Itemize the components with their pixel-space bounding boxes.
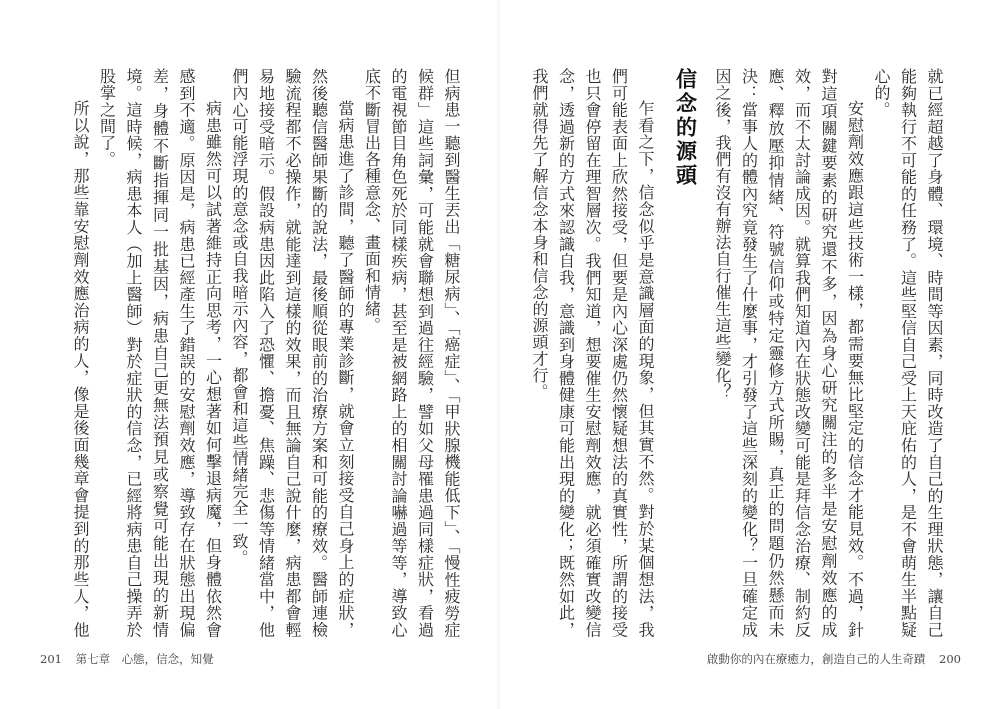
right-page-footer [707,651,961,667]
right-page-body [523,68,947,638]
left-page-footer [40,651,214,667]
page-number: 200 [939,652,961,666]
paragraph: 病患雖然可以試著維持正向思考，一心想著如何擊退病魔，但身體依然會感到不適。原因是，病患已經產生了錯誤的安慰劑效應，導致存在狀態出現偏差，身體不斷指揮同一批基因，病患自己更無法預見或察覺可能出現的新情境。這時候，病患本人（加上醫師）對於症狀的信念，已經將病患自己操弄於股掌之間了。 [97,68,223,638]
paragraph: 但病患一聽到醫生丟出「糖尿病」、「癌症」、「甲狀腺機能低下」、「慢性疲勞症候群」這些詞彙，可能就會聯想到過往經驗，譬如父母罹患過同樣症狀，看過的電視節目角色死於同樣疾病，甚至是被網路上的相關討論嚇過等等，導致心底不斷冒出各種意念、畫面和情緒。 [362,68,461,638]
paragraph: 安慰劑效應跟這些技術一樣，都需要無比堅定的信念才能見效。不過，針對這項關鍵要素的研究還不多，因為身心研究關注的多半是安慰劑效應的成效，而不太討論成因。就算我們知道內在狀態改變可能是拜信念治療、制約反應、釋放壓抑情緒、符號信仰或特定靈修方式所賜，真正的問題仍然懸而未決：當事人的體內究竟發生了什麼事，才引發了這些深刻的變化？一旦確定成因之後，我們有沒有辦法自行催生這些變化？ [713,68,865,638]
running-head: 第七章 心態，信念，知覺 [75,652,214,666]
paragraph: 乍看之下，信念似乎是意識層面的現象，但其實不然。對於某個想法，我們可能表面上欣然接受，但要是內心深處仍然懷疑想法的真實性，所謂的接受也只會停留在理智層次。我們知道，想要催生安慰劑效應，就必須確實改變信念，透過新的方式來認識自我，意識到身體健康可能出現的變化；既然如此，我們就得先了解信念本身和信念的源頭才行。 [530,68,655,638]
left-page [0,0,498,709]
section-heading: 信念的源頭 [673,68,698,188]
right-page [499,0,997,709]
paragraph: 就已經超越了身體、環境、時間等因素，同時改造了自己的生理狀態，讓自己能夠執行不可能的任務了。這些堅信自己受上天庇佑的人，是不會萌生半點疑心的。 [872,68,944,638]
paragraph: 所以說，那些靠安慰劑效應治病的人，像是後面幾章會提到的那些人，他 [71,100,90,638]
running-head: 啟動你的內在療癒力，創造自己的人生奇蹟 [706,652,926,666]
paragraph [523,68,526,638]
left-page-body [64,68,464,638]
page-number: 201 [40,652,62,666]
paragraph: 當病患進了診間，聽了醫師的專業診斷，就會立刻接受自己身上的症狀，然後聽信醫師果斷的說法，最後順從眼前的治療方案和可能的療效。醫師連檢驗流程都不必操作，就能達到這樣的效果，而且無論自己說什麼，病患都會輕易地接受暗示。假設病患因此陷入了恐懼、擔憂、焦躁、悲傷等情緒當中，他們內心可能浮現的意念或自我暗示內容，都會和這些情緒完全一致。 [230,68,355,638]
